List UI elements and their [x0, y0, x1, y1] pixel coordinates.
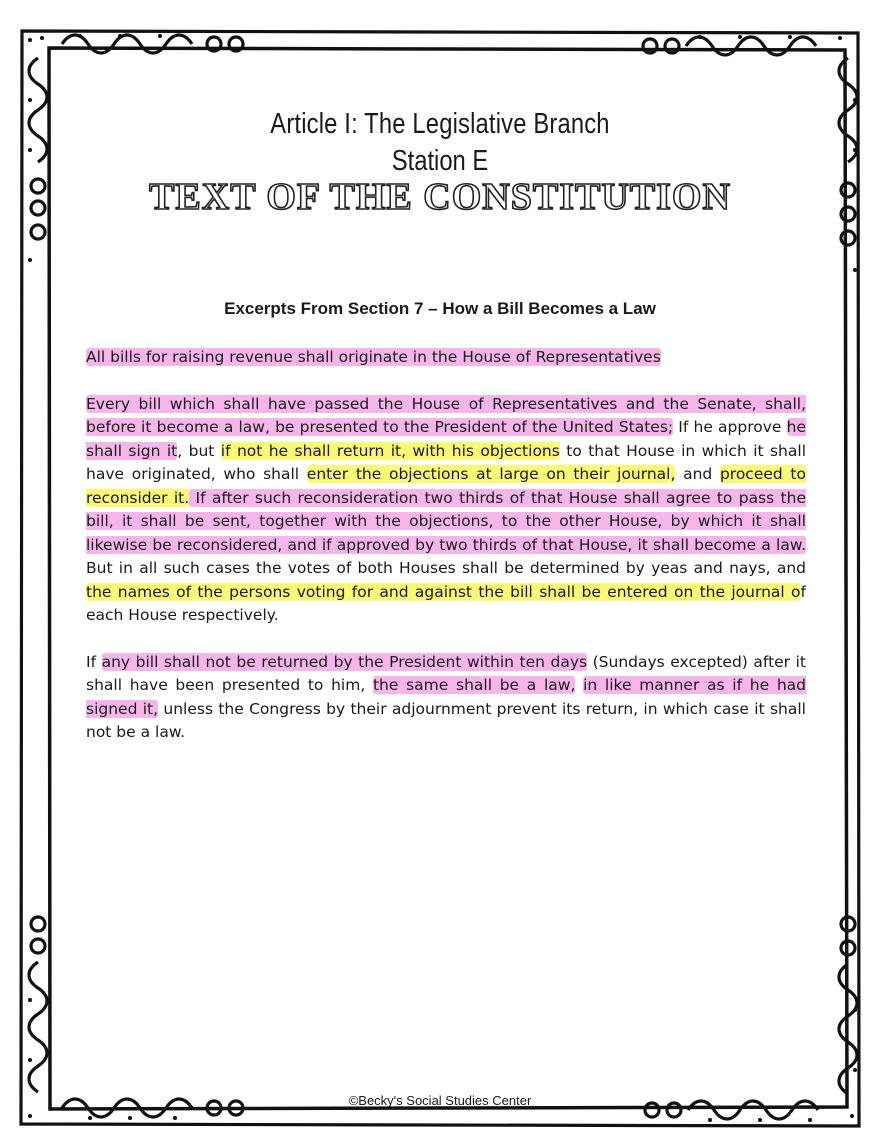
passage-text	[575, 676, 583, 694]
passage-text: But in all such cases the votes of both Houses shall be determined by yeas and nays, and	[86, 559, 806, 577]
title-station: Station E	[391, 145, 489, 177]
passage-text: unless the Congress by their adjournment prevent its return, in which case it shall not be a law.	[86, 699, 806, 741]
footer-copyright: ©Becky's Social Studies Center	[348, 1093, 532, 1108]
highlight-yellow: if not he shall return it, with his objections	[220, 441, 560, 460]
section-heading: Excerpts From Section 7 – How a Bill Becomes a Law	[224, 299, 656, 318]
passage-paragraph	[86, 346, 806, 370]
passage-paragraph	[86, 393, 806, 628]
passage-text: If he approve	[673, 418, 787, 436]
title-text-of-constitution: TEXT OF THE CONSTITUTION	[149, 176, 731, 218]
passage-text: and	[675, 465, 720, 483]
passages	[86, 346, 806, 768]
passage-text: , but	[177, 441, 221, 460]
passage-text: to that House in which it shall have originated, who shall	[86, 441, 806, 483]
passage-text: (Sundays excepted) after it shall have been presented to him,	[86, 652, 806, 694]
highlight-pink: any bill shall not be returned by the President within ten days	[101, 652, 588, 671]
highlight-pink: Every bill which shall have passed the House of Representatives and the Senate, shall, before it become a law, be presented to the President of the United States;	[86, 394, 806, 436]
highlight-pink: If after such reconsideration two thirds of that House shall agree to pass the bill, it shall be sent, together with the objections, to the other House, by which it shall likewise be reconsidered, and if approved by two thirds of that House, it shall become a law.	[86, 488, 806, 554]
highlight-yellow: enter the objections at large on their journal,	[306, 465, 676, 483]
highlight-pink: the same shall be a law,	[372, 676, 576, 694]
highlight-yellow: proceed to reconsider it.	[86, 465, 806, 507]
passage-text: If	[86, 652, 102, 671]
highlight-pink: in like manner as if he had signed it,	[86, 676, 806, 718]
highlight-pink: he shall sign it	[86, 418, 807, 460]
highlight-pink: All bills for raising revenue shall originate in the House of Representatives	[86, 348, 661, 366]
title-article: Article I: The Legislative Branch	[270, 108, 610, 140]
highlight-yellow: the names of the persons voting for and against the bill shall be entered on the journal o	[86, 582, 801, 601]
passage-paragraph	[86, 651, 806, 745]
passage-text: f each House respectively.	[86, 582, 806, 624]
